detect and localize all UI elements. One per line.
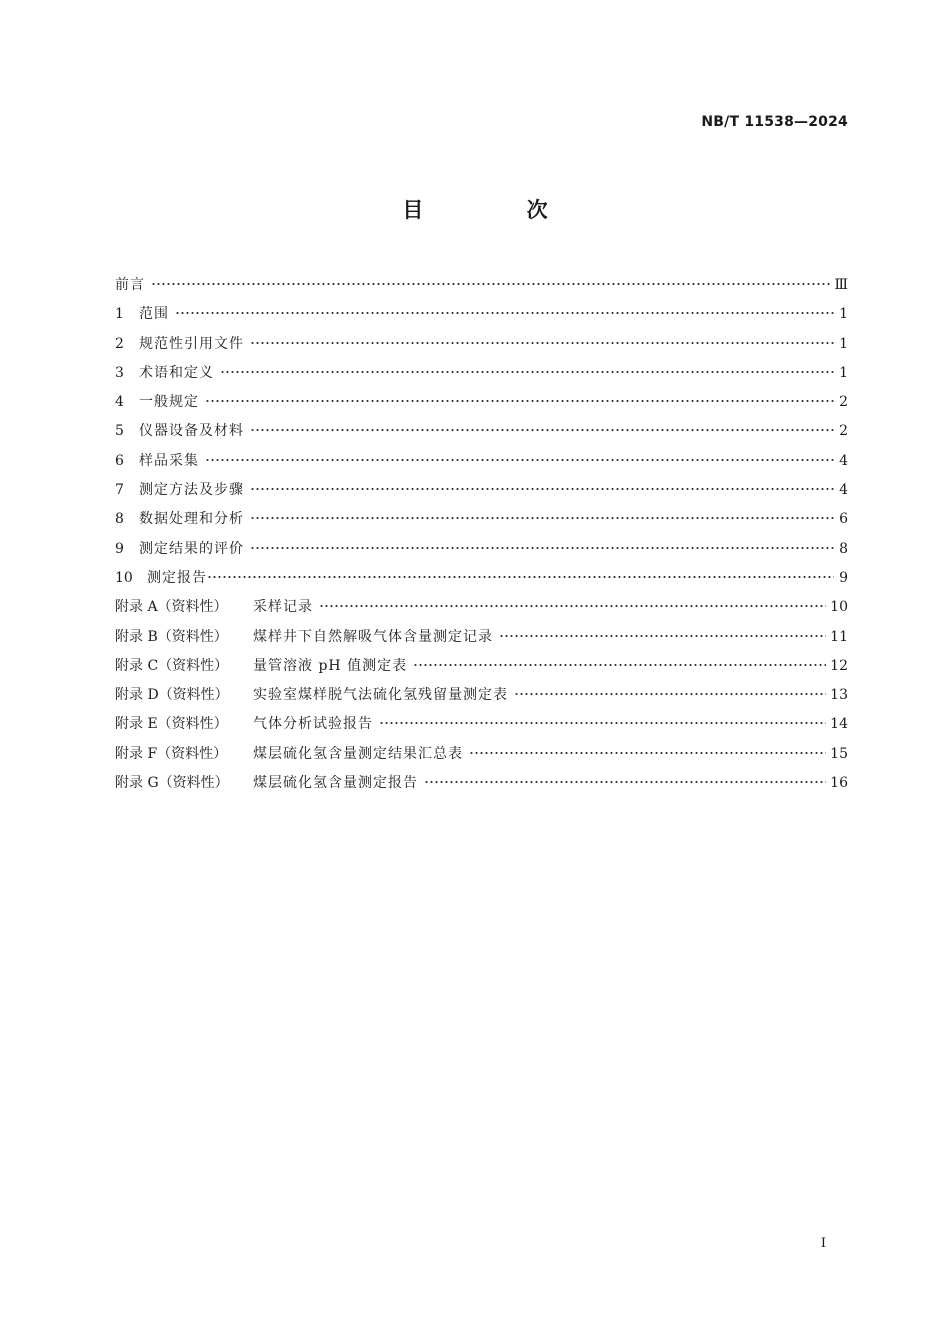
- page-title: 目 次: [402, 198, 596, 222]
- toc-entry-number: 9: [115, 540, 124, 557]
- toc-entry-label: 范围: [139, 306, 169, 323]
- toc-entry-number: 附录 G（资料性）: [115, 775, 229, 792]
- toc-entry-number: 1: [115, 306, 124, 323]
- toc-entry-preface[interactable]: [115, 274, 848, 303]
- toc-leader-dots: [319, 599, 826, 613]
- toc-entry-label: 实验室煤样脱气法硫化氢残留量测定表: [253, 687, 508, 704]
- toc-entry-number: 2: [115, 335, 124, 352]
- toc-entry-number: 附录 C（资料性）: [115, 657, 229, 674]
- toc-leader-dots: [250, 511, 834, 525]
- toc-leader-dots: [379, 716, 826, 730]
- toc-entry-appendix[interactable]: [115, 596, 848, 625]
- toc-leader-dots: [514, 687, 826, 701]
- toc-entry-page: 10: [830, 599, 848, 616]
- toc-entry-label: 煤层硫化氢含量测定结果汇总表: [253, 745, 463, 762]
- page-number: Ⅰ: [820, 1236, 826, 1251]
- toc-leader-dots: [151, 277, 830, 291]
- toc-entry-label: 前言: [115, 277, 145, 293]
- toc-leader-dots: [205, 453, 834, 467]
- toc-entry-page: Ⅲ: [834, 277, 848, 293]
- toc-entry[interactable]: [115, 538, 848, 567]
- toc-entry-page: 4: [839, 482, 848, 499]
- toc-entry-page: 9: [839, 569, 848, 586]
- toc-entry-page: 15: [830, 745, 848, 762]
- toc-leader-dots: [469, 746, 826, 760]
- toc-entry-page: 12: [830, 657, 848, 674]
- toc-entry-number: 4: [115, 394, 124, 411]
- toc-entry-label: 量管溶液 pH 值测定表: [253, 657, 408, 674]
- toc-entry-label: 仪器设备及材料: [139, 423, 244, 440]
- toc-entry[interactable]: [115, 450, 848, 479]
- toc-leader-dots: [250, 336, 834, 350]
- toc-entry-number: 3: [115, 364, 124, 381]
- toc-entry[interactable]: [115, 391, 848, 420]
- toc-entry-label: 数据处理和分析: [139, 511, 244, 528]
- toc-leader-dots: [250, 423, 834, 437]
- toc-entry-label: 测定方法及步骤: [139, 482, 244, 499]
- toc-entry-page: 14: [830, 716, 848, 733]
- toc-entry-label: 一般规定: [139, 394, 199, 411]
- toc-entry-page: 2: [839, 394, 848, 411]
- toc-entry-page: 1: [839, 335, 848, 352]
- toc-entry-label: 术语和定义: [139, 364, 214, 381]
- toc-entry-appendix[interactable]: [115, 626, 848, 655]
- toc-entry-page: 16: [830, 775, 848, 792]
- toc-entry[interactable]: [115, 303, 848, 332]
- toc-entry[interactable]: [115, 508, 848, 537]
- toc-entry-number: 5: [115, 423, 124, 440]
- toc-entry-appendix[interactable]: [115, 655, 848, 684]
- toc-entry-label: 规范性引用文件: [139, 335, 244, 352]
- toc-leader-dots: [205, 394, 834, 408]
- toc-entry-appendix[interactable]: [115, 772, 848, 801]
- toc-entry-number: 7: [115, 482, 124, 499]
- toc-entry-label: 煤层硫化氢含量测定报告: [253, 775, 418, 792]
- toc-entry-page: 1: [839, 306, 848, 323]
- toc-leader-dots: [220, 365, 834, 379]
- toc-entry-number: 附录 F（资料性）: [115, 745, 228, 762]
- toc-entry-number: 附录 B（资料性）: [115, 628, 228, 645]
- toc-entry[interactable]: [115, 479, 848, 508]
- toc-entry[interactable]: [115, 333, 848, 362]
- toc-entry-number: 8: [115, 511, 124, 528]
- toc-leader-dots: [424, 775, 826, 789]
- toc-entry[interactable]: [115, 420, 848, 449]
- toc-leader-dots: [250, 482, 834, 496]
- toc-entry-number: 附录 E（资料性）: [115, 716, 228, 733]
- toc-leader-dots: [175, 306, 834, 320]
- toc-entry-page: 2: [839, 423, 848, 440]
- toc-entry-number: 10: [115, 569, 133, 586]
- toc-entry-label: 气体分析试验报告: [253, 716, 373, 733]
- toc-entry-page: 4: [839, 452, 848, 469]
- toc-entry[interactable]: [115, 567, 848, 596]
- toc-entry-label: 煤样井下自然解吸气体含量测定记录: [253, 628, 493, 645]
- toc-entry-page: 13: [830, 687, 848, 704]
- toc-entry-number: 附录 D（资料性）: [115, 687, 229, 704]
- toc-entry-label: 样品采集: [139, 452, 199, 469]
- toc-entry-number: 6: [115, 452, 124, 469]
- toc-entry-page: 1: [839, 364, 848, 381]
- toc-entry-label: 测定结果的评价: [139, 540, 244, 557]
- standard-code: NB/T 11538—2024: [701, 114, 848, 130]
- toc-entry-label: 测定报告: [147, 569, 207, 586]
- toc-leader-dots: [413, 658, 826, 672]
- toc-entry-page: 6: [839, 511, 848, 528]
- toc-leader-dots: [250, 541, 834, 555]
- toc-entry-appendix[interactable]: [115, 743, 848, 772]
- toc-leader-dots: [499, 629, 826, 643]
- toc-entry-page: 8: [839, 540, 848, 557]
- toc-entry-label: 采样记录: [253, 599, 313, 616]
- toc-entry-appendix[interactable]: [115, 713, 848, 742]
- table-of-contents: [115, 274, 848, 801]
- toc-entry[interactable]: [115, 362, 848, 391]
- toc-entry-page: 11: [830, 628, 848, 645]
- toc-leader-dots: [207, 570, 834, 584]
- toc-entry-appendix[interactable]: [115, 684, 848, 713]
- toc-entry-number: 附录 A（资料性）: [115, 599, 228, 616]
